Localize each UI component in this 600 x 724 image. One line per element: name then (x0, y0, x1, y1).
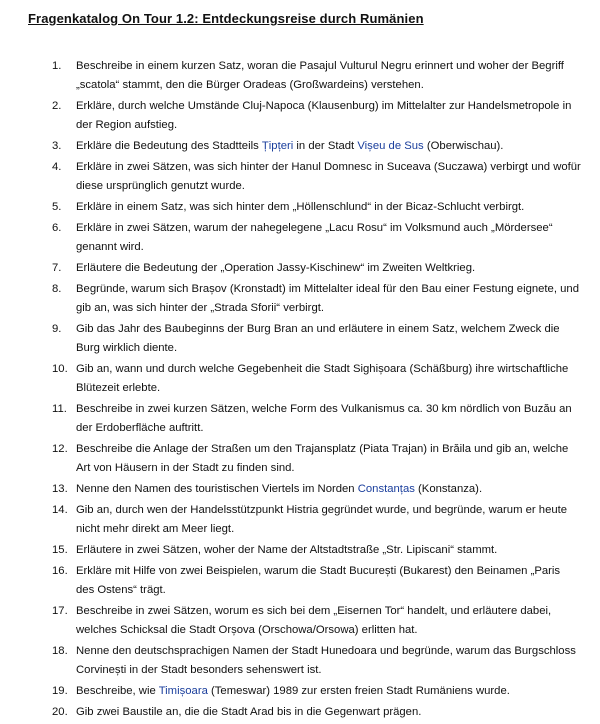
question-number: 12. (52, 443, 68, 455)
question-item-16 (0, 562, 600, 602)
question-item-20 (0, 703, 600, 724)
question-text: Gib an, wann und durch welche Gegebenheit die Stadt Sighișoara (Schäßburg) ihre wirtschaftliche Blütezeit erlebte. (76, 363, 569, 394)
question-number: 15. (52, 544, 68, 556)
question-text: Erläutere in zwei Sätzen, woher der Name der Altstadtstraße „Str. Lipiscani“ stammt. (76, 544, 498, 556)
question-text: Erkläre mit Hilfe von zwei Beispielen, warum die Stadt București (Bukarest) den Beinamen „Paris des Ostens“ trägt. (76, 565, 561, 596)
question-item-12 (0, 440, 600, 480)
question-text: Erkläre, durch welche Umstände Cluj-Napoca (Klausenburg) im Mittelalter zur Handelsmetropole in der Region aufstieg. (76, 100, 572, 131)
question-number: 14. (52, 504, 68, 516)
question-number: 9. (52, 323, 62, 335)
question-number: 4. (52, 161, 62, 173)
question-number: 16. (52, 565, 68, 577)
question-text: Gib an, durch wen der Handelsstützpunkt Histria gegründet wurde, und begründe, warum er heute nicht mehr direkt am Meer liegt. (76, 504, 568, 535)
question-number: 19. (52, 685, 68, 697)
place-name-highlight: Țipțeri (261, 140, 294, 152)
question-item-1 (0, 57, 600, 97)
question-text: Beschreibe in zwei kurzen Sätzen, welche Form des Vulkanismus ca. 30 km nördlich von Buzău an der Erdoberfläche auftritt. (76, 403, 572, 434)
question-number: 7. (52, 262, 62, 274)
question-text: Beschreibe die Anlage der Straßen um den Trajansplatz (Piata Trajan) in Brăila und gib an, welche Art von Häusern in der Stadt zu finden sind. (76, 443, 569, 474)
question-text: Gib das Jahr des Baubeginns der Burg Bran an und erläutere in einem Satz, welchem Zweck die Burg wirklich diente. (76, 323, 560, 354)
question-text: Beschreibe in einem kurzen Satz, woran die Pasajul Vulturul Negru erinnert und woher der Begriff „scatola“ stammt, den die Bürger Oradeas (Großwardeins) verstehen. (76, 60, 564, 91)
question-text (76, 137, 584, 156)
question-text: Gib zwei Baustile an, die die Stadt Arad bis in die Gegenwart prägen. (76, 706, 422, 718)
question-text: Erkläre in zwei Sätzen, warum der nahegelegene „Lacu Rosu“ im Volksmund auch „Mördersee“ genannt wird. (76, 222, 553, 253)
question-item-6 (0, 219, 600, 259)
question-text-part: Nenne den Namen des touristischen Viertels im Norden (76, 483, 358, 495)
question-item-14 (0, 501, 600, 541)
question-text: Beschreibe in zwei Sätzen, worum es sich bei dem „Eisernen Tor“ handelt, und erläutere dabei, welches Schicksal die Stadt Orșova (Orschowa/Orsowa) erlitten hat. (76, 605, 552, 636)
question-text-part: Erkläre die Bedeutung des Stadtteils (76, 140, 262, 152)
question-number: 10. (52, 363, 68, 375)
question-number: 18. (52, 645, 68, 657)
question-item-17 (0, 602, 600, 642)
question-number: 6. (52, 222, 62, 234)
question-text-part: Beschreibe, wie (76, 685, 159, 697)
place-name-highlight: Constanțas (357, 483, 415, 495)
question-item-11 (0, 400, 600, 440)
question-text-part: in der Stadt (293, 140, 358, 152)
question-item-13 (0, 480, 600, 501)
question-number: 20. (52, 706, 68, 718)
question-item-2 (0, 97, 600, 137)
question-text (76, 480, 584, 499)
question-number: 2. (52, 100, 62, 112)
question-number: 5. (52, 201, 62, 213)
question-item-9 (0, 320, 600, 360)
question-text: Begründe, warum sich Brașov (Kronstadt) im Mittelalter ideal für den Bau einer Festung eignete, und gib an, was sich hinter der „Strada Sforii“ verbirgt. (76, 283, 579, 314)
question-text: Erläutere die Bedeutung der „Operation Jassy-Kischinew“ im Zweiten Weltkrieg. (76, 262, 476, 274)
question-item-15 (0, 541, 600, 562)
question-list (0, 57, 600, 724)
question-text-part: (Oberwischau). (423, 140, 504, 152)
question-text (76, 682, 584, 701)
question-text-part: (Temeswar) 1989 zur ersten freien Stadt Rumäniens wurde. (207, 685, 510, 697)
question-item-18 (0, 642, 600, 682)
question-item-3 (0, 137, 600, 158)
question-item-4 (0, 158, 600, 198)
question-text: Erkläre in zwei Sätzen, was sich hinter der Hanul Domnesc in Suceava (Suczawa) verbirgt und wofür diese ursprünglich genutzt wurde. (76, 161, 581, 192)
document-title: Fragenkatalog On Tour 1.2: Entdeckungsreise durch Rumänien (28, 11, 424, 26)
question-number: 11. (52, 403, 67, 415)
question-number: 17. (52, 605, 68, 617)
question-text-part: (Konstanza). (414, 483, 483, 495)
question-item-10 (0, 360, 600, 400)
place-name-highlight: Vișeu de Sus (357, 140, 424, 152)
question-number: 1. (52, 60, 62, 72)
question-number: 13. (52, 483, 68, 495)
question-item-8 (0, 280, 600, 320)
place-name-highlight: Timișoara (158, 685, 208, 697)
question-item-5 (0, 198, 600, 219)
question-item-19 (0, 682, 600, 703)
question-text: Erkläre in einem Satz, was sich hinter dem „Höllenschlund“ in der Bicaz-Schlucht verbirgt. (76, 201, 525, 213)
question-number: 8. (52, 283, 62, 295)
question-item-7 (0, 259, 600, 280)
question-number: 3. (52, 140, 62, 152)
question-text: Nenne den deutschsprachigen Namen der Stadt Hunedoara und begründe, warum das Burgschloss Corvinești in der Stadt besonders sehenswert ist. (76, 645, 576, 676)
